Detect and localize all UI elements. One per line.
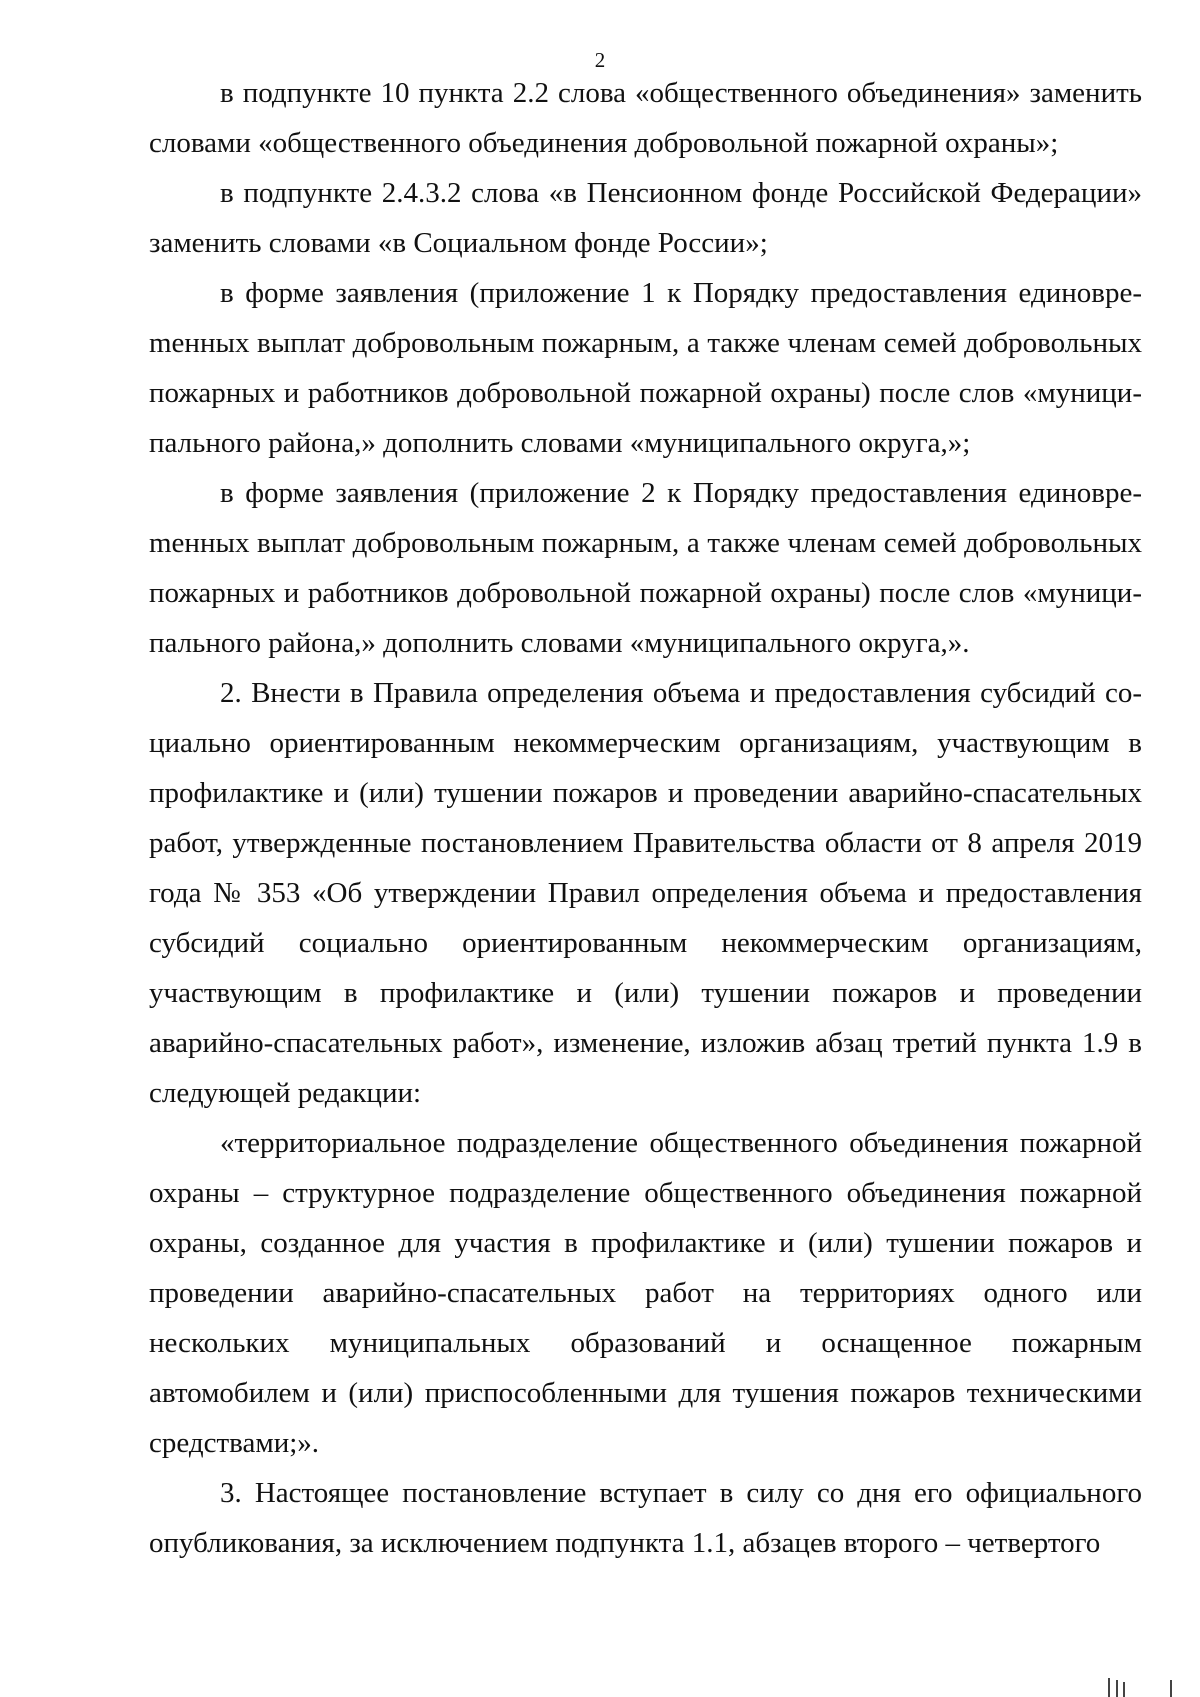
paragraph: 3. Настоящее постановление вступает в силу со дня его официального опубликования, за исключением подпункта 1.1, абзацев второго – четвертого <box>149 1477 1142 1559</box>
paragraph: в подпункте 10 пункта 2.2 слова «общественного объединения» заменить словами «общественного объединения добровольной пожарной охраны»; <box>149 77 1142 159</box>
page-number: 2 <box>594 48 606 72</box>
paragraph: в подпункте 2.4.3.2 слова «в Пенсионном фонде Российской Федерации» заменить словами «в Социальном фонде России»; <box>149 177 1142 259</box>
paragraph: «территориальное подразделение общественного объединения пожарной охраны – структурное подразделение общественного объединения пожарной охраны, созданное для участия в профилактике и (или) тушении пожаров и проведении аварийно-спасательных работ на территориях одного или нескольких муниципальных образований и оснащенное пожарным автомобилем и (или) приспособленными для тушения пожаров техническими средствами;». <box>149 1127 1142 1459</box>
scan-artifact <box>1170 1680 1172 1697</box>
scan-artifact <box>1123 1682 1125 1697</box>
document-body <box>149 68 1142 1568</box>
scan-artifact <box>1108 1678 1110 1697</box>
paragraph: 2. Внести в Правила определения объема и предоставления субсидий социально ориентированным некоммерческим организациям, участвующим в профилактике и (или) тушении пожаров и проведении аварийно-спасательных работ, утвержденные постановлением Правительства области от 8 апреля 2019 года № 353 «Об утверждении Правил определения объема и предоставления субсидий социально ориентированным некоммерческим организациям, участвующим в профилактике и (или) тушении пожаров и проведении аварийно-спасательных работ», изменение, изложив абзац третий пункта 1.9 в следующей редакции: <box>149 677 1142 1109</box>
paragraph: в форме заявления (приложение 2 к Порядку предоставления единовреmенных выплат добровольным пожарным, а также членам семей добровольных пожарных и работников добровольной пожарной охраны) после слов «муниципального района,» дополнить словами «муниципального округа,». <box>149 477 1142 659</box>
paragraph: в форме заявления (приложение 1 к Порядку предоставления единовреmенных выплат добровольным пожарным, а также членам семей добровольных пожарных и работников добровольной пожарной охраны) после слов «муниципального района,» дополнить словами «муниципального округа,»; <box>149 277 1142 459</box>
scan-artifact <box>1116 1680 1118 1697</box>
